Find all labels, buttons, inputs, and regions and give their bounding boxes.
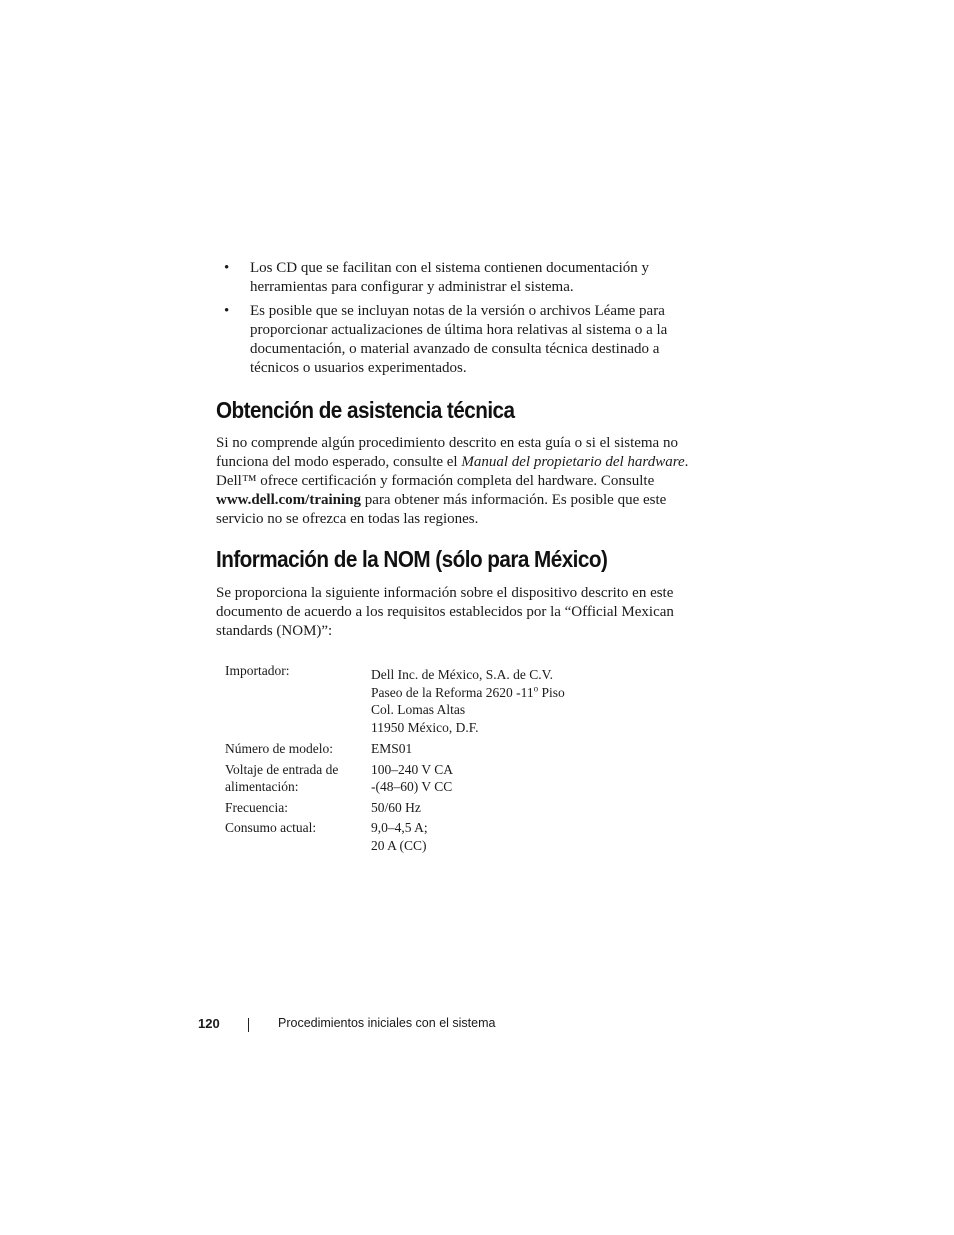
heading-nom-information: Información de la NOM (sólo para México) <box>216 546 608 572</box>
spec-value-line: -(48–60) V CC <box>371 779 453 794</box>
importer-line <box>371 684 645 702</box>
paragraph-text: . Dell™ ofrece certificación y formación completa del hardware. Consulte <box>216 454 689 489</box>
ordinal-superscript: o <box>533 683 539 693</box>
spec-value <box>371 662 645 736</box>
spec-label-line: Voltaje de entrada de <box>225 761 339 777</box>
paragraph-text: para obtener más información. Es posible que este servicio no se ofrezca en todas las regiones. <box>216 492 667 527</box>
nom-spec-table <box>225 662 645 857</box>
spec-value: EMS01 <box>371 741 413 756</box>
nom-intro-paragraph: Se proporciona la siguiente información sobre el dispositivo descrito en este documento de acuerdo a los requisitos establecidos por la “Official Mexican standards (NOM)”: <box>216 585 674 639</box>
bullet-icon: • <box>224 260 230 276</box>
spec-row-frequency <box>225 799 645 817</box>
importer-line-part: Paseo de la Reforma 2620 -11 <box>371 684 534 700</box>
spec-value-line: 100–240 V CA <box>371 761 454 777</box>
spec-row-voltage <box>225 761 645 796</box>
importer-line-part: Piso <box>538 684 565 700</box>
page-number: 120 <box>198 1016 220 1031</box>
spec-value <box>371 819 645 854</box>
spec-row-model <box>225 740 645 758</box>
paragraph-text: Si no comprende algún procedimiento descrito en esta guía o si el sistema no funciona del modo esperado, consulte el <box>216 435 678 470</box>
importer-line: Col. Lomas Altas <box>371 702 466 717</box>
footer-divider <box>248 1018 249 1032</box>
bullet-item-release-notes <box>222 302 702 378</box>
importer-line: 11950 México, D.F. <box>371 719 479 735</box>
spec-value-line: 20 A (CC) <box>371 837 427 853</box>
spec-label: Importador: <box>225 663 290 678</box>
bullet-item-cds <box>222 259 702 297</box>
footer-chapter-title: Procedimientos iniciales con el sistema <box>278 1016 496 1030</box>
bullet-text: Los CD que se facilitan con el sistema contienen documentación y herramientas para configurar y administrar el sistema. <box>250 260 650 295</box>
importer-line: Dell Inc. de México, S.A. de C.V. <box>371 667 553 682</box>
technical-assistance-paragraph <box>216 434 716 529</box>
manual-title: Manual del propietario del hardware <box>461 454 685 470</box>
spec-value: 50/60 Hz <box>371 799 421 815</box>
spec-label: Consumo actual: <box>225 820 317 835</box>
spec-value <box>371 761 645 796</box>
spec-row-importer <box>225 662 645 736</box>
spec-label: Número de modelo: <box>225 741 333 756</box>
bullet-text: Es posible que se incluyan notas de la versión o archivos Léame para proporcionar actualizaciones de última hora relativas al sistema o a la documentación, o material avanzado de consulta técnica destinado a técnicos o usuarios experimentados. <box>250 303 668 376</box>
bullet-icon: • <box>224 303 230 319</box>
spec-label: Frecuencia: <box>225 799 288 815</box>
spec-label <box>225 761 371 796</box>
spec-value-line: 9,0–4,5 A; <box>371 820 428 835</box>
spec-label-line: alimentación: <box>225 779 299 794</box>
training-link[interactable]: www.dell.com/training <box>216 492 361 508</box>
intro-bullet-list <box>222 259 702 383</box>
spec-row-consumption <box>225 819 645 854</box>
heading-technical-assistance: Obtención de asistencia técnica <box>216 397 515 423</box>
